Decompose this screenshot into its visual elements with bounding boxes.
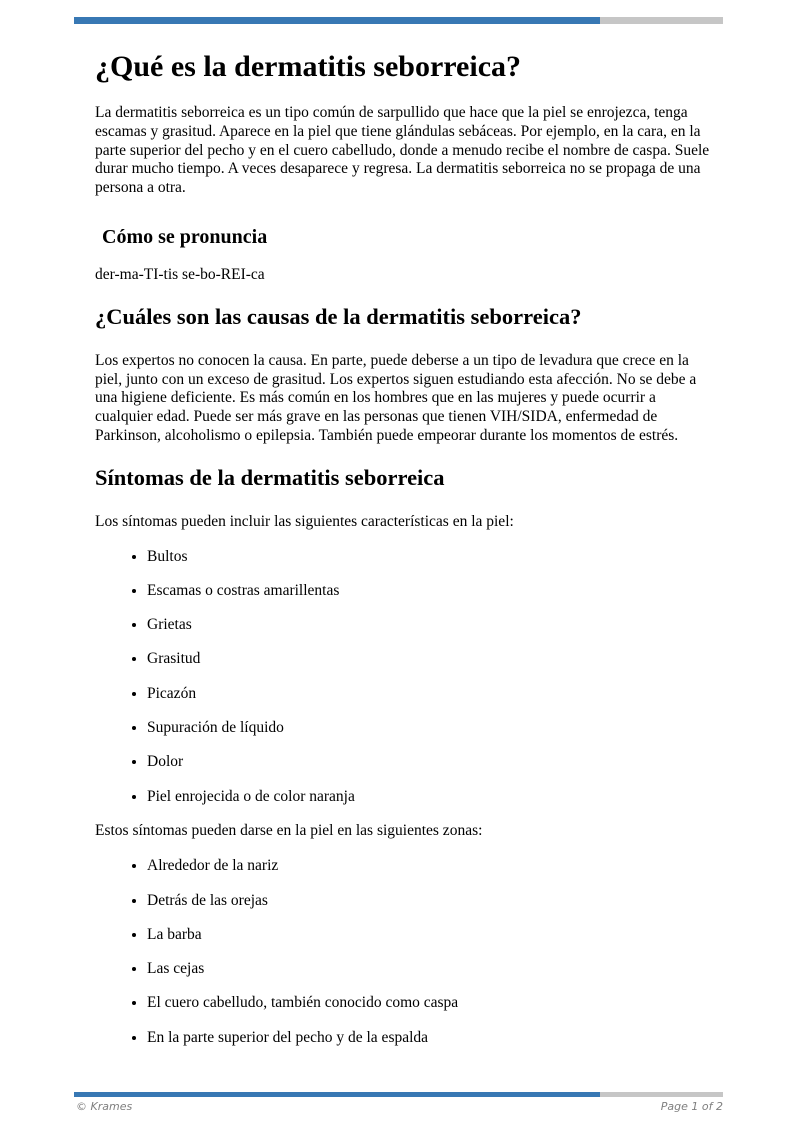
pronunciation-heading: Cómo se pronuncia [102,225,268,248]
symptoms-intro: Los síntomas pueden incluir las siguientes características en la piel: [95,512,514,530]
causes-heading: ¿Cuáles son las causas de la dermatitis seborreica? [95,303,582,329]
zones-list [95,857,712,1047]
symptom-item: • Grasitud [147,650,712,669]
zone-item: • Detrás de las orejas [147,892,712,911]
symptoms-heading: Síntomas de la dermatitis seborreica [95,464,445,490]
symptom-item: • Picazón [147,685,712,704]
symptom-item: • Bultos [147,548,712,567]
zone-item: • La barba [147,926,712,945]
zone-item: • Alrededor de la nariz [147,857,712,876]
pronunciation-text: der-ma-TI-tis se-bo-REI-ca [95,265,265,283]
header-bar-gray-segment [600,17,723,24]
header-accent-bar [74,17,723,24]
footer-copyright: © Krames [76,1100,133,1113]
zone-item: • Las cejas [147,960,712,979]
symptoms-list [95,548,712,807]
symptom-item: • Escamas o costras amarillentas [147,582,712,601]
footer-accent-bar [74,1092,723,1097]
footer-bar-gray-segment [600,1092,723,1097]
symptom-item: • Dolor [147,753,712,772]
symptom-item: • Piel enrojecida o de color naranja [147,788,712,807]
intro-paragraph: La dermatitis seborreica es un tipo común de sarpullido que hace que la piel se enrojezca, tenga escamas y grasitud. Aparece en la piel que tiene glándulas sebáceas. Por ejemplo, en la cara, en la parte superior del pecho y en el cuero cabelludo, donde a menudo recibe el nombre de caspa. Suele durar mucho tiempo. A veces desaparece y regresa. La dermatitis seborreica no se propaga de una persona a otra. [95,104,710,197]
symptom-item: • Supuración de líquido [147,719,712,738]
footer-page-number: Page 1 of 2 [660,1100,723,1113]
header-bar-blue-segment [74,17,600,24]
footer-bar-blue-segment [74,1092,600,1097]
zone-item: • El cuero cabelludo, también conocido como caspa [147,994,712,1013]
zone-item: • En la parte superior del pecho y de la espalda [147,1029,712,1048]
zones-intro: Estos síntomas pueden darse en la piel en las siguientes zonas: [95,822,483,840]
document-content [0,24,800,1048]
symptom-item: • Grietas [147,616,712,635]
footer [76,1100,723,1113]
causes-paragraph: Los expertos no conocen la causa. En parte, puede deberse a un tipo de levadura que crece en la piel, junto con un exceso de grasitud. Los expertos siguen estudiando esta afección. No se debe a una higiene deficiente. Es más común en los hombres que en las mujeres y puede ocurrir a cualquier edad. Puede ser más grave en las personas que tienen VIH/SIDA, enfermedad de Parkinson, alcoholismo o epilepsia. También puede empeorar durante los momentos de estrés. [95,351,697,444]
page-title: ¿Qué es la dermatitis seborreica? [95,50,522,83]
